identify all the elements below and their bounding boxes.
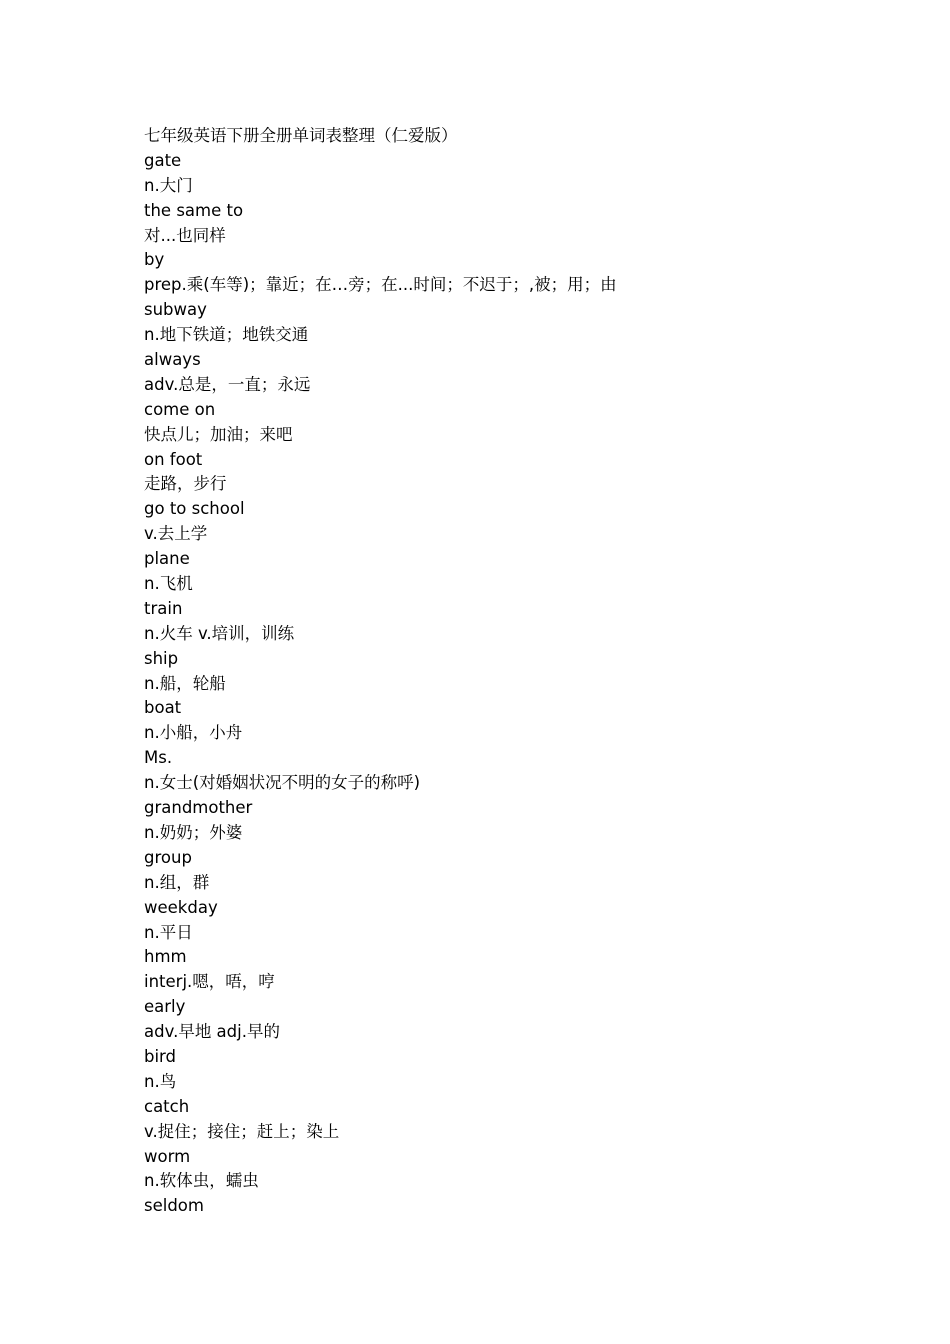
entry-meaning: v.捉住；接住；赶上；染上 xyxy=(144,1121,340,1141)
entry-word: by xyxy=(144,250,165,270)
entry-meaning: n.软体虫，蠕虫 xyxy=(144,1171,259,1191)
entry-word: hmm xyxy=(144,947,187,967)
entry-word: Ms. xyxy=(144,748,173,768)
entry-word: weekday xyxy=(144,897,218,917)
entry-word: catch xyxy=(144,1096,190,1116)
entry-meaning: 对...也同样 xyxy=(144,225,226,245)
entry-meaning: 走路，步行 xyxy=(144,474,227,494)
entry-word: the same to xyxy=(144,200,244,220)
entry-meaning: n.平日 xyxy=(144,922,193,942)
entry-meaning: n.大门 xyxy=(144,175,193,195)
entry-meaning: n.飞机 xyxy=(144,574,193,594)
entry-meaning: n.组，群 xyxy=(144,872,210,892)
entry-word: worm xyxy=(144,1146,191,1166)
entry-meaning: n.船，轮船 xyxy=(144,673,226,693)
entry-word: go to school xyxy=(144,499,245,519)
entry-word: boat xyxy=(144,698,182,718)
entry-word: train xyxy=(144,598,183,618)
entry-meaning: n.火车 v.培训，训练 xyxy=(144,623,295,643)
entry-word: always xyxy=(144,350,201,370)
entry-word: plane xyxy=(144,549,190,569)
entry-meaning: 快点儿；加油；来吧 xyxy=(144,424,293,444)
entry-meaning: n.女士(对婚姻状况不明的女子的称呼) xyxy=(144,773,421,793)
entry-meaning: n.小船，小舟 xyxy=(144,723,243,743)
entry-word: come on xyxy=(144,399,216,419)
entry-meaning: prep.乘(车等)；靠近；在…旁；在...时间；不迟于；,被；用；由 xyxy=(144,275,617,295)
entry-meaning: n.奶奶；外婆 xyxy=(144,822,243,842)
entry-meaning: n.鸟 xyxy=(144,1071,177,1091)
entry-word: subway xyxy=(144,300,207,320)
entry-meaning: n.地下铁道；地铁交通 xyxy=(144,325,309,345)
entry-word: grandmother xyxy=(144,798,253,818)
entry-word: group xyxy=(144,847,192,867)
entry-word: early xyxy=(144,997,186,1017)
entry-word: on foot xyxy=(144,449,203,469)
entry-word: bird xyxy=(144,1046,177,1066)
entry-meaning: adv.早地 adj.早的 xyxy=(144,1022,280,1042)
document-title: 七年级英语下册全册单词表整理（仁爱版） xyxy=(144,126,458,145)
entry-word: ship xyxy=(144,648,179,668)
entry-word: seldom xyxy=(144,1196,204,1216)
entry-meaning: v.去上学 xyxy=(144,524,208,544)
entry-word: gate xyxy=(144,150,182,170)
entry-meaning: adv.总是，一直；永远 xyxy=(144,374,311,394)
entry-meaning: interj.嗯，唔，哼 xyxy=(144,972,275,992)
vocabulary-list xyxy=(144,124,864,1219)
